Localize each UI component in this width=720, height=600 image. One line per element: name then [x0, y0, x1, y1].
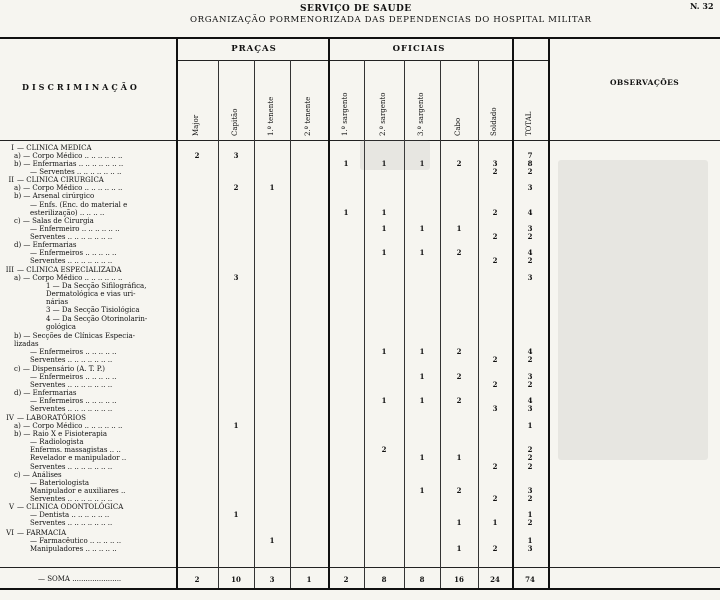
soma-top-rule — [0, 567, 720, 568]
table-cell: 1 — [456, 224, 462, 233]
table-cell: 3 — [492, 159, 498, 168]
row-text: Serventes .. .. .. .. .. .. .. — [30, 356, 113, 364]
page-number: N. 32 — [690, 1, 714, 11]
column-header-8: Cabo — [454, 117, 462, 136]
row-text: Serventes .. .. .. .. .. .. .. — [30, 381, 113, 389]
col-divider — [478, 60, 479, 588]
row-text: d) — Enfermarias — [14, 389, 77, 397]
soma-cell: 2 — [194, 575, 200, 584]
table-cell: 1 — [419, 248, 425, 257]
table-row-label — [30, 233, 112, 241]
row-text: 1 — Da Secção Sifilográfica, — [46, 282, 147, 290]
section-heading: IV — LABORATÓRIOS — [4, 414, 86, 422]
table-cell: 4 — [527, 347, 533, 356]
table-cell: 4 — [527, 248, 533, 257]
table-row-label — [30, 454, 126, 462]
table-cell: 7 — [527, 151, 533, 160]
table-cell: 2 — [527, 380, 533, 389]
table-row-label — [14, 217, 94, 225]
table-row-label — [14, 422, 122, 430]
table-cell: 2 — [527, 518, 533, 527]
table-cell: 3 — [527, 372, 533, 381]
table-cell: 1 — [419, 486, 425, 495]
row-text: b) — Secções de Clínicas Especia- — [14, 332, 135, 340]
table-row-label — [46, 282, 146, 290]
table-cell: 1 — [233, 510, 239, 519]
row-text: — Radiologista — [30, 438, 84, 446]
table-row-label — [14, 160, 123, 168]
table-cell: 3 — [233, 273, 239, 282]
table-row-label — [14, 184, 122, 192]
table-cell: 1 — [527, 510, 533, 519]
row-text: Serventes .. .. .. .. .. .. .. — [30, 233, 113, 241]
col-divider — [254, 60, 255, 588]
table-cell: 1 — [419, 372, 425, 381]
row-text: nárias — [46, 298, 69, 306]
group-pracas-header: PRAÇAS — [231, 44, 277, 54]
row-text: — Dentista .. .. .. .. .. .. — [30, 511, 110, 519]
table-cell: 4 — [527, 396, 533, 405]
table-cell: 2 — [456, 396, 462, 405]
row-text: CLINICA ESPECIALIZADA — [26, 266, 122, 274]
table-row-label — [30, 225, 120, 233]
row-text: — Bateriologista — [30, 479, 90, 487]
row-text: gológica — [46, 323, 76, 331]
table-row-label — [30, 495, 112, 503]
section-numeral: II — [8, 176, 14, 184]
row-text: b) — Arsenal cirúrgico — [14, 192, 95, 200]
table-row-label — [14, 389, 77, 397]
section-numeral: IV — [6, 414, 14, 422]
table-cell: 1 — [381, 224, 387, 233]
row-text: Serventes .. .. .. .. .. .. .. — [30, 257, 113, 265]
table-cell: 1 — [343, 208, 349, 217]
table-cell: 3 — [527, 404, 533, 413]
row-text: c) — Análises — [14, 471, 62, 479]
table-cell: 2 — [492, 355, 498, 364]
table-row-label — [46, 306, 140, 314]
table-row-label — [30, 545, 117, 553]
table-cell: 3 — [527, 183, 533, 192]
table-cell: 1 — [456, 518, 462, 527]
soma-cell: 8 — [419, 575, 425, 584]
row-text: a) — Corpo Médico .. .. .. .. .. .. — [14, 274, 123, 282]
table-cell: 1 — [381, 396, 387, 405]
table-row-label — [30, 438, 84, 446]
column-header-10: TOTAL — [525, 111, 533, 136]
section-numeral: V — [8, 503, 14, 511]
table-cell: 2 — [456, 372, 462, 381]
table-cell: 1 — [381, 347, 387, 356]
table-cell: 2 — [456, 159, 462, 168]
soma-cell: 10 — [231, 575, 241, 584]
table-row-label — [14, 241, 77, 249]
row-text: c) — Salas de Cirurgia — [14, 217, 94, 225]
row-text: CLINICA ODONTOLÓGICA — [26, 503, 124, 511]
table-row-label — [46, 298, 68, 306]
row-text: Serventes .. .. .. .. .. .. .. — [30, 405, 113, 413]
table-cell: 2 — [492, 208, 498, 217]
table-cell: 2 — [527, 445, 533, 454]
column-header-2: Capitão — [231, 108, 239, 136]
table-row-label — [30, 209, 104, 217]
table-cell: 1 — [233, 421, 239, 430]
table-cell: 1 — [381, 248, 387, 257]
section-heading: I — CLINICA MEDICA — [4, 144, 92, 152]
row-text: a) — Corpo Médico .. .. .. .. .. .. — [14, 422, 123, 430]
scan-smudge — [558, 160, 708, 460]
table-cell: 1 — [492, 518, 498, 527]
section-numeral: VI — [6, 529, 14, 537]
soma-cell: 8 — [381, 575, 387, 584]
row-text: b) — Raio X e Fisioterapia — [14, 430, 108, 438]
table-row-label — [30, 463, 112, 471]
table-row-label — [30, 168, 121, 176]
column-header-4: 2.º tenente — [304, 96, 312, 136]
section-heading: V — CLINICA ODONTOLÓGICA — [4, 503, 123, 511]
section-numeral: I — [11, 144, 14, 152]
column-header-3: 1.º tenente — [267, 96, 275, 136]
soma-cell: 1 — [306, 575, 312, 584]
row-text: Serventes .. .. .. .. .. .. .. — [30, 463, 113, 471]
section-heading: VI — FARMACIA — [4, 529, 66, 537]
table-cell: 3 — [233, 151, 239, 160]
table-row-label — [30, 537, 121, 545]
table-cell: 2 — [456, 248, 462, 257]
row-text: esterilização) .. .. .. .. — [30, 209, 105, 217]
table-row-label — [30, 487, 125, 495]
col-divider-group — [328, 37, 330, 588]
table-cell: 2 — [527, 256, 533, 265]
table-cell: 2 — [527, 355, 533, 364]
table-cell: 1 — [343, 159, 349, 168]
table-cell: 2 — [527, 167, 533, 176]
row-text: — Serventes .. .. .. .. .. .. .. — [30, 168, 122, 176]
group-oficiais-header: OFICIAIS — [392, 44, 446, 54]
table-row-label — [30, 446, 121, 454]
table-cell: 2 — [527, 462, 533, 471]
table-top-rule — [0, 37, 720, 39]
row-text: — Farmacêutico .. .. .. .. .. — [30, 537, 122, 545]
table-cell: 1 — [381, 159, 387, 168]
table-cell: 2 — [492, 544, 498, 553]
table-cell: 1 — [419, 347, 425, 356]
row-text: — Enfermeiros .. .. .. .. .. — [30, 397, 117, 405]
row-text: — Enfermeiros .. .. .. .. .. — [30, 348, 117, 356]
document-title: SERVIÇO DE SAUDE — [300, 4, 412, 14]
row-text: 3 — Da Secção Tisiológica — [46, 306, 140, 314]
row-text: b) — Enfermarias .. .. .. .. .. .. .. — [14, 160, 124, 168]
row-text: a) — Corpo Médico .. .. .. .. .. .. — [14, 184, 123, 192]
row-text: Enferms. massagistas .. .. — [30, 446, 121, 454]
table-row-label — [30, 405, 112, 413]
table-row-label — [14, 332, 135, 340]
soma-cell: 2 — [343, 575, 349, 584]
row-text: — Enfs. (Enc. do material e — [30, 201, 128, 209]
soma-cell: 16 — [454, 575, 464, 584]
soma-cell: 24 — [490, 575, 500, 584]
section-numeral: III — [5, 266, 14, 274]
table-row-label — [30, 479, 89, 487]
table-cell: 3 — [527, 273, 533, 282]
table-row-label — [14, 430, 107, 438]
document-subtitle: ORGANIZAÇÃO PORMENORIZADA DAS DEPENDENCIAS DO HOSPITAL MILITAR — [190, 15, 592, 25]
table-row-label — [30, 511, 109, 519]
observacoes-header: OBSERVAÇÕES — [610, 78, 680, 87]
table-row-label — [30, 257, 112, 265]
table-cell: 3 — [527, 486, 533, 495]
row-text: FARMACIA — [26, 529, 67, 537]
table-cell: 2 — [527, 494, 533, 503]
table-cell: 2 — [194, 151, 200, 160]
table-row-label — [30, 356, 112, 364]
table-cell: 2 — [492, 462, 498, 471]
table-cell: 1 — [269, 183, 275, 192]
section-heading: III — CLINICA ESPECIALIZADA — [5, 266, 122, 274]
table-cell: 1 — [269, 536, 275, 545]
table-row-label — [14, 274, 122, 282]
row-text: Dermatológica e vias uri- — [46, 290, 136, 298]
row-text: a) — Corpo Médico .. .. .. .. .. .. — [14, 152, 123, 160]
row-text: d) — Enfermarias — [14, 241, 77, 249]
table-row-label — [30, 381, 112, 389]
row-text: 4 — Da Secção Otorinolarin- — [46, 315, 148, 323]
row-text: Manipulador e auxiliares .. — [30, 487, 126, 495]
column-header-9: Soldado — [490, 107, 498, 136]
soma-cell: 3 — [269, 575, 275, 584]
soma-label: — SOMA ...................... — [38, 575, 122, 583]
table-row-label — [30, 201, 127, 209]
table-cell: 3 — [492, 404, 498, 413]
table-row-label — [14, 192, 94, 200]
table-cell: 2 — [527, 232, 533, 241]
col-divider — [440, 60, 441, 588]
row-text: Serventes .. .. .. .. .. .. .. — [30, 519, 113, 527]
table-cell: 2 — [527, 453, 533, 462]
column-header-5: 1.º sargento — [341, 92, 349, 136]
column-header-7: 3.º sargento — [417, 92, 425, 136]
section-heading: II — CLINICA CIRURGICA — [4, 176, 104, 184]
table-cell: 2 — [492, 232, 498, 241]
discriminacao-header: DISCRIMINAÇÃO — [22, 82, 140, 92]
table-cell: 8 — [527, 159, 533, 168]
table-cell: 2 — [492, 494, 498, 503]
table-cell: 3 — [527, 544, 533, 553]
table-row-label — [46, 323, 76, 331]
col-divider-obs — [548, 37, 550, 588]
table-cell: 1 — [419, 453, 425, 462]
row-text: LABORATÓRIOS — [26, 414, 86, 422]
table-cell: 2 — [456, 347, 462, 356]
table-cell: 2 — [492, 256, 498, 265]
row-text: — Enfermeiros .. .. .. .. .. — [30, 373, 117, 381]
table-row-label — [46, 315, 147, 323]
table-cell: 2 — [233, 183, 239, 192]
scan-smudge — [360, 140, 430, 170]
table-cell: 4 — [527, 208, 533, 217]
col-divider-total — [512, 37, 514, 588]
col-divider — [218, 60, 219, 588]
column-header-6: 2.º sargento — [379, 92, 387, 136]
table-row-label — [14, 340, 39, 348]
table-cell: 1 — [419, 224, 425, 233]
table-cell: 3 — [527, 224, 533, 233]
table-cell: 1 — [527, 421, 533, 430]
table-row-label — [14, 365, 105, 373]
row-text: Serventes .. .. .. .. .. .. .. — [30, 495, 113, 503]
row-text: lizadas — [14, 340, 39, 348]
table-cell: 1 — [456, 544, 462, 553]
table-row-label — [30, 249, 116, 257]
soma-cell: 74 — [525, 575, 535, 584]
col-divider-main — [176, 37, 178, 588]
table-cell: 2 — [456, 486, 462, 495]
table-cell: 1 — [419, 159, 425, 168]
group-header-rule — [176, 60, 548, 61]
row-text: — Enfermeiro .. .. .. .. .. .. — [30, 225, 120, 233]
col-divider — [290, 60, 291, 588]
row-text: Revelador e manipulador .. — [30, 454, 127, 462]
row-text: — Enfermeiros .. .. .. .. .. — [30, 249, 117, 257]
table-cell: 1 — [456, 453, 462, 462]
table-row-label — [30, 397, 116, 405]
table-row-label — [30, 348, 116, 356]
table-row-label — [14, 471, 62, 479]
table-row-label — [30, 519, 112, 527]
row-text: CLINICA MEDICA — [26, 144, 92, 152]
row-text: c) — Dispensário (A. T. P.) — [14, 365, 106, 373]
row-text: CLINICA CIRURGICA — [26, 176, 104, 184]
table-cell: 1 — [527, 536, 533, 545]
table-bottom-rule — [0, 588, 720, 590]
table-row-label — [14, 152, 122, 160]
table-cell: 1 — [381, 208, 387, 217]
table-row-label — [30, 373, 116, 381]
table-cell: 2 — [492, 380, 498, 389]
table-cell: 2 — [381, 445, 387, 454]
table-row-label — [46, 290, 135, 298]
row-text: Manipuladores .. .. .. .. .. — [30, 545, 117, 553]
column-header-1: Major — [192, 114, 200, 136]
table-cell: 1 — [419, 396, 425, 405]
table-cell: 2 — [492, 167, 498, 176]
